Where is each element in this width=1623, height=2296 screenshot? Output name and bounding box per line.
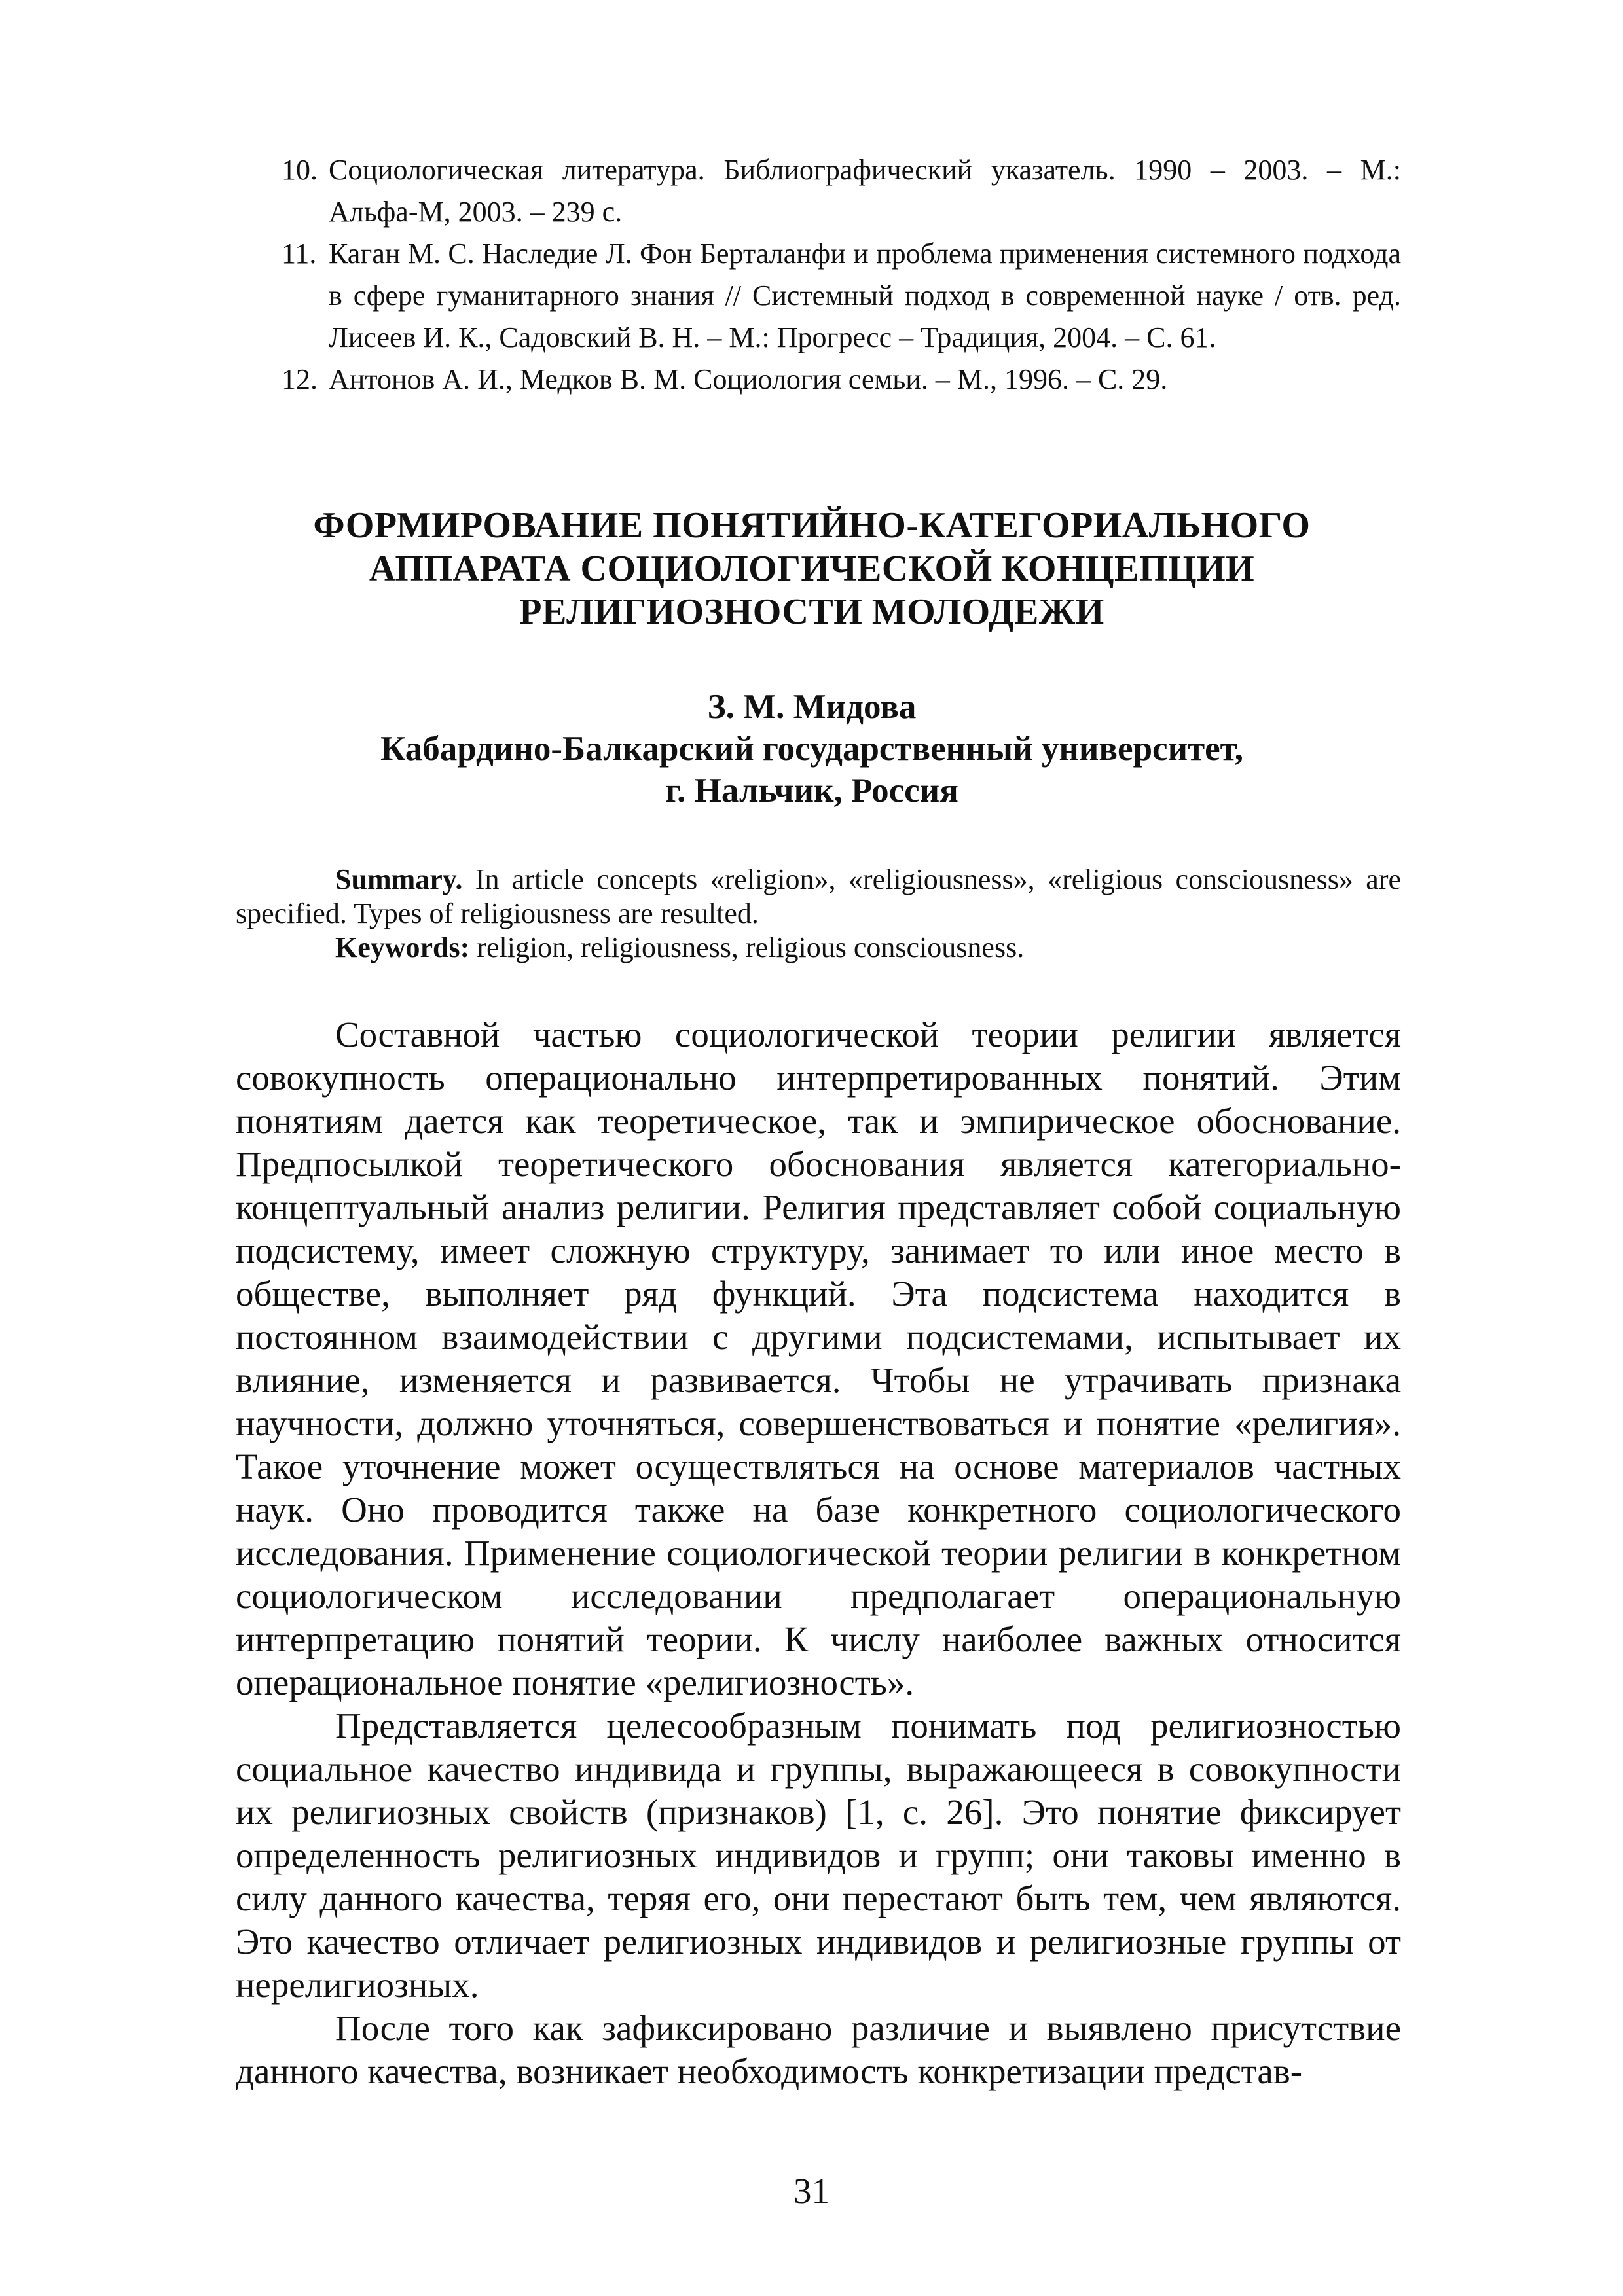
reference-text: Каган М. С. Наследие Л. Фон Берталанфи и проблема применения системного подхода в сфере гуманитарного знания // Системный подход в современной науке / отв. ред. Лисеев И. К., Садовский В. Н. – М.: Прогресс – Традиция, 2004. – С. 61. <box>329 238 1401 353</box>
keywords-paragraph <box>236 931 1401 965</box>
summary-label: Summary. <box>335 863 463 895</box>
page-number: 31 <box>793 2171 830 2211</box>
reference-text: Антонов А. И., Медков В. М. Социология семьи. – М., 1996. – С. 29. <box>329 363 1168 395</box>
author-affiliation: Кабардино-Балкарский государственный университет, <box>380 730 1243 768</box>
title-line: АППАРАТА СОЦИОЛОГИЧЕСКОЙ КОНЦЕПЦИИ <box>369 548 1255 589</box>
summary-block <box>236 863 1401 965</box>
body-paragraph: После того как зафиксировано различие и выявлено присутствие данного качества, возникает необходимость конкретизации представ- <box>236 2008 1401 2091</box>
title-line: РЕЛИГИОЗНОСТИ МОЛОДЕЖИ <box>519 592 1104 632</box>
body-paragraph: Составной частью социологической теории религии является совокупность операционально интерпретированных понятий. Этим понятиям дается как теоретическое, так и эмпирическое обоснование. Предпосылкой теоретического обоснования является категориально-концептуальный анализ религии. Религия представляет собой социальную подсистему, имеет сложную структуру, занимает то или иное место в обществе, выполняет ряд функций. Эта подсистема находится в постоянном взаимодействии с другими подсистемами, испытывает их влияние, изменяется и развивается. Чтобы не утрачивать признака научности, должно уточняться, совершенствоваться и понятие «религия». Такое уточнение может осуществляться на основе материалов частных наук. Оно проводится также на базе конкретного социологического исследования. Применение социологической теории религии в конкретном социологическом исследовании предполагает операциональную интерпретацию понятий теории. К числу наиболее важных относится операциональное понятие «религиозность». <box>236 1014 1401 1702</box>
keywords-label: Keywords: <box>335 931 470 963</box>
author-name: З. М. Мидова <box>707 688 917 726</box>
reference-list <box>282 149 1401 401</box>
reference-number: 12. <box>282 363 318 395</box>
reference-item <box>282 359 1401 401</box>
reference-number: 11. <box>282 238 317 270</box>
summary-text: In article concepts «religion», «religiousness», «religious consciousness» are specified. Types of religiousness are resulted. <box>236 863 1401 929</box>
reference-item <box>282 149 1401 233</box>
body-paragraph: Представляется целесообразным понимать под религиозностью социальное качество индивида и группы, выражающееся в совокупности их религиозных свойств (признаков) [1, с. 26]. Это понятие фиксирует определенность религиозных индивидов и групп; они таковы именно в силу данного качества, теряя его, они перестают быть тем, чем являются. Это качество отличает религиозных индивидов и религиозные группы от нерелигиозных. <box>236 1706 1401 2005</box>
author-block <box>236 686 1388 812</box>
reference-item <box>282 233 1401 359</box>
title-line: ФОРМИРОВАНИЕ ПОНЯТИЙНО-КАТЕГОРИАЛЬНОГО <box>313 505 1311 546</box>
article-body <box>236 1013 1401 2093</box>
author-location: г. Нальчик, Россия <box>665 772 958 810</box>
article-title <box>236 504 1388 634</box>
reference-number: 10. <box>282 154 318 186</box>
reference-text: Социологическая литература. Библиографический указатель. 1990 – 2003. – М.: Альфа-М, 2003. – 239 с. <box>329 154 1401 228</box>
keywords-text: religion, religiousness, religious consciousness. <box>469 931 1025 963</box>
summary-paragraph <box>236 863 1401 931</box>
